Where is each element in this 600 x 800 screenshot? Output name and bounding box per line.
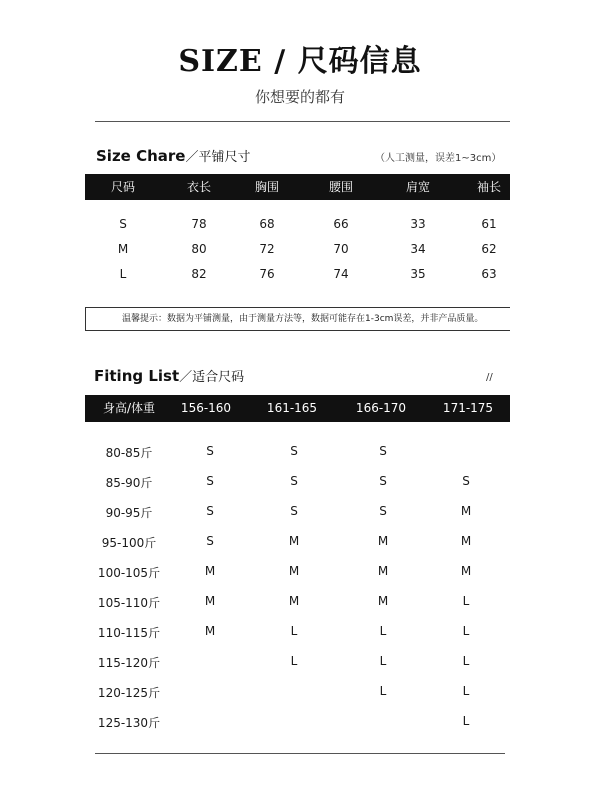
fit-row-label: 80-85斤: [105, 446, 153, 460]
tip-box: [85, 307, 510, 331]
fit-cell: L: [462, 654, 470, 668]
fit-cell: S: [290, 474, 298, 488]
page-subtitle: 你想要的都有: [254, 88, 345, 106]
fit-cell: M: [288, 594, 300, 608]
fit-cell: L: [290, 624, 298, 638]
fit-row-label: 125-130斤: [97, 716, 161, 730]
fit-cell: S: [379, 504, 387, 518]
size-cell: 74: [333, 267, 349, 281]
tip-text: 温馨提示：数据为平铺测量，由于测量方法等，数据可能存在1-3cm误差，并非产品质量。: [122, 314, 484, 324]
fit-cell: L: [290, 654, 298, 668]
fit-row-label: 105-110斤: [97, 596, 161, 610]
size-cell: 78: [191, 217, 207, 231]
fit-cell: S: [290, 444, 298, 458]
fitting-list-title-cn: 适合尺码: [192, 370, 245, 385]
height-col-166-170: 166-170: [355, 401, 407, 415]
fit-cell: S: [206, 474, 214, 488]
title-cn: 尺码信息: [297, 44, 422, 79]
size-cell: 62: [481, 242, 497, 256]
fit-cell: S: [206, 534, 214, 548]
fit-cell: M: [377, 594, 389, 608]
fit-cell: S: [379, 444, 387, 458]
size-cell: 63: [481, 267, 497, 281]
title-en: SIZE: [178, 44, 263, 79]
size-cell: 66: [333, 217, 349, 231]
fitting-list-title-sep: ／: [179, 370, 193, 385]
fit-cell: L: [462, 714, 470, 728]
length-col-header: 衣长: [186, 180, 212, 194]
shoulder-col-header: 肩宽: [405, 180, 431, 194]
size-chart-header: [85, 174, 510, 200]
size-cell: 35: [410, 267, 426, 281]
size-col-header: 尺码: [110, 180, 136, 194]
fit-cell: M: [204, 594, 216, 608]
size-cell: 61: [481, 217, 497, 231]
fit-row-label: 115-120斤: [97, 656, 161, 670]
fit-cell: L: [462, 684, 470, 698]
fit-cell: S: [290, 504, 298, 518]
size-cell: 68: [259, 217, 275, 231]
sleeve-col-header: 袖长: [476, 180, 502, 194]
fit-row-label: 110-115斤: [97, 626, 161, 640]
header-divider: [95, 121, 510, 122]
fitting-list-title-en: Fiting List: [94, 367, 180, 385]
fit-cell: M: [460, 504, 472, 518]
page-title: [0, 36, 600, 80]
fit-cell: M: [288, 564, 300, 578]
size-chart-title-en: Size Chare: [96, 147, 186, 165]
size-cell: 80: [191, 242, 207, 256]
title-separator: /: [274, 44, 287, 79]
fit-cell: S: [379, 474, 387, 488]
size-chart-title: [96, 146, 250, 165]
fit-cell: S: [206, 504, 214, 518]
fit-cell: L: [462, 624, 470, 638]
size-chart-title-sep: ／: [185, 150, 199, 165]
size-row-label: S: [119, 217, 127, 231]
fit-cell: M: [204, 564, 216, 578]
fit-row-label: 100-105斤: [97, 566, 161, 580]
fit-cell: S: [206, 444, 214, 458]
size-chart-title-cn: 平铺尺寸: [198, 150, 251, 165]
height-col-156-160: 156-160: [180, 401, 232, 415]
decor-slash-mark: //: [486, 372, 493, 383]
size-cell: 33: [410, 217, 426, 231]
waist-col-header: 腰围: [328, 180, 354, 194]
fit-row-label: 90-95斤: [105, 506, 153, 520]
size-cell: 72: [259, 242, 275, 256]
fit-cell: S: [462, 474, 470, 488]
footer-divider: [95, 753, 505, 754]
height-weight-col-header: 身高/体重: [102, 401, 156, 415]
size-row-label: M: [117, 242, 129, 256]
fitting-list-title: [94, 366, 244, 385]
measurement-note: （人工测量，误差1~3cm）: [375, 153, 502, 164]
size-cell: 70: [333, 242, 349, 256]
fit-cell: L: [379, 684, 387, 698]
height-col-161-165: 161-165: [266, 401, 318, 415]
size-cell: 34: [410, 242, 426, 256]
fit-cell: L: [462, 594, 470, 608]
fit-cell: M: [460, 534, 472, 548]
fitting-list-header: [85, 395, 510, 422]
chest-col-header: 胸围: [254, 180, 280, 194]
fit-cell: M: [460, 564, 472, 578]
fit-cell: L: [379, 624, 387, 638]
height-col-171-175: 171-175: [442, 401, 494, 415]
size-cell: 82: [191, 267, 207, 281]
fit-cell: M: [204, 624, 216, 638]
fit-cell: M: [377, 534, 389, 548]
fit-cell: L: [379, 654, 387, 668]
fit-cell: M: [288, 534, 300, 548]
fit-row-label: 95-100斤: [101, 536, 157, 550]
fit-cell: M: [377, 564, 389, 578]
size-row-label: L: [119, 267, 127, 281]
size-cell: 76: [259, 267, 275, 281]
fit-row-label: 120-125斤: [97, 686, 161, 700]
fit-row-label: 85-90斤: [105, 476, 153, 490]
